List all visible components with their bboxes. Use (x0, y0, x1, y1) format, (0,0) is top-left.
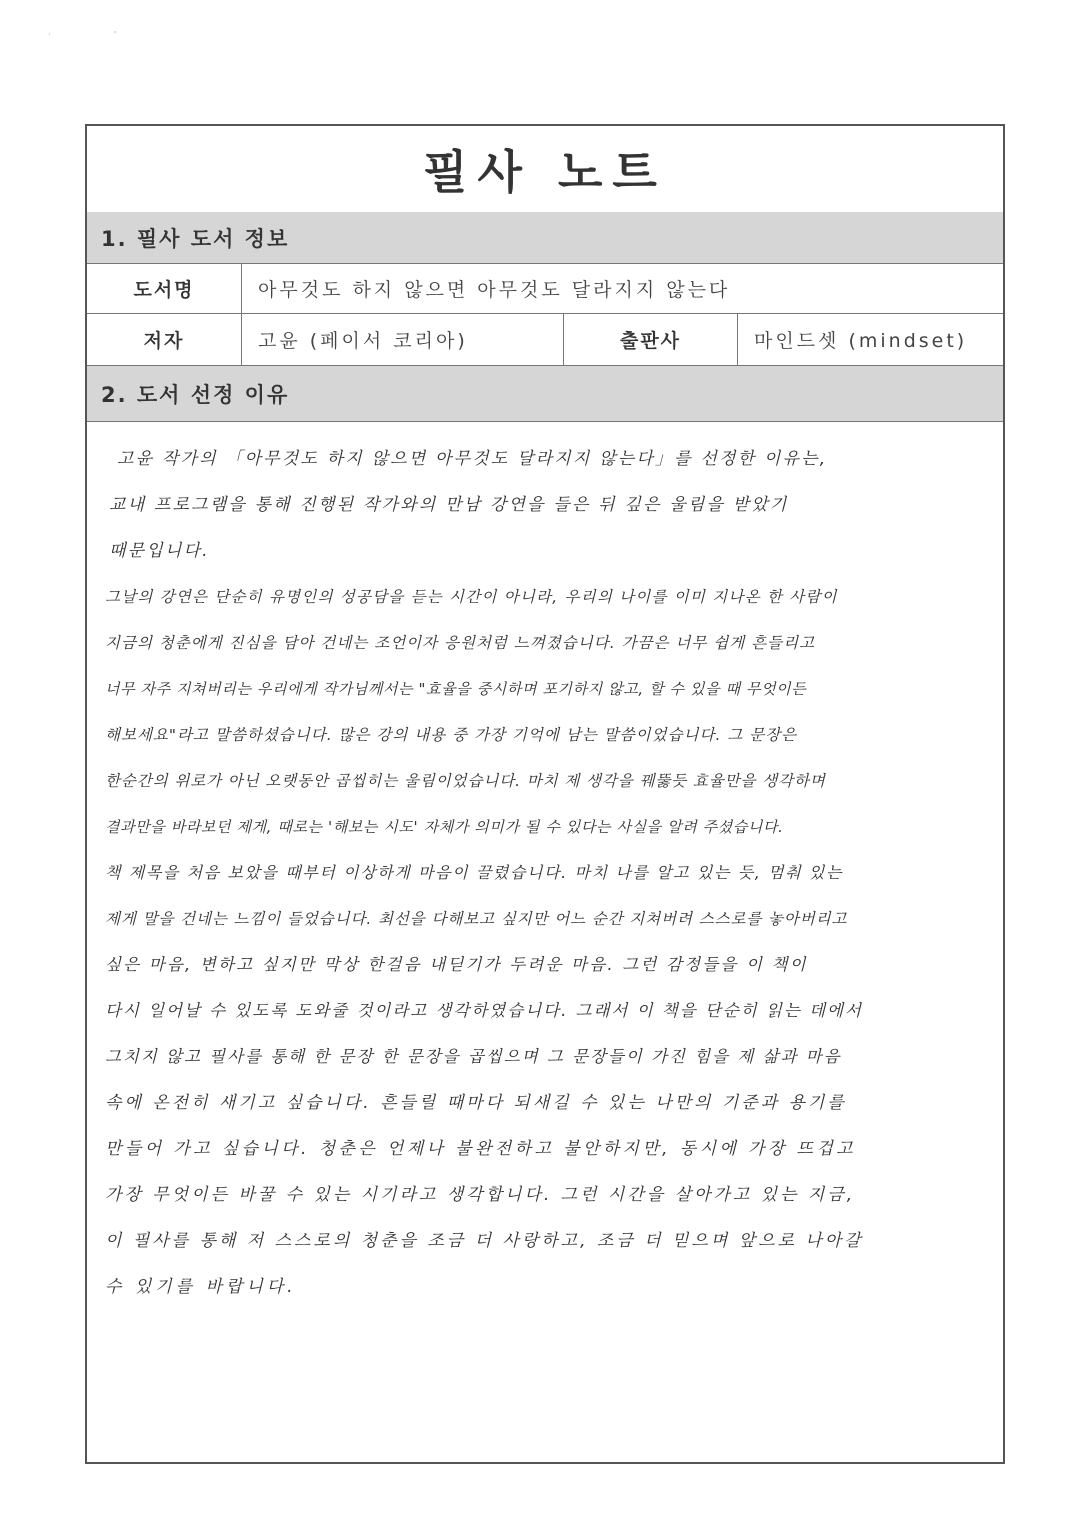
handwritten-body (105, 436, 995, 1310)
title-row (87, 126, 1003, 213)
book-title-row (87, 264, 1003, 314)
book-title-value: 아무것도 하지 않으면 아무것도 달라지지 않는다 (258, 279, 731, 301)
author-label: 저자 (87, 314, 242, 365)
handwritten-line: 고윤 작가의 「아무것도 하지 않으면 아무것도 달라지지 않는다」를 선정한 이유는, (117, 449, 828, 469)
handwritten-line: 한순간의 위로가 아닌 오랫동안 곱씹히는 울림이었습니다. 마치 제 생각을 꿰뚫듯 효율만을 생각하며 (105, 772, 826, 790)
handwritten-line: 너무 자주 지쳐버리는 우리에게 작가님께서는 "효율을 중시하며 포기하지 않고, 할 수 있을 때 무엇이든 (105, 680, 807, 698)
publisher-value: 마인드셋 (mindset) (754, 330, 968, 352)
publisher-label: 출판사 (564, 314, 738, 365)
handwritten-line: 지금의 청춘에게 진심을 담아 건네는 조언이자 응원처럼 느껴졌습니다. 가끔은 너무 쉽게 흔들리고 (105, 634, 816, 652)
handwritten-line: 해보세요"라고 말씀하셨습니다. 많은 강의 내용 중 가장 기억에 남는 말씀이었습니다. 그 문장은 (105, 726, 798, 744)
handwritten-line: 이 필사를 통해 저 스스로의 청춘을 조금 더 사랑하고, 조금 더 믿으며 앞으로 나아갈 (105, 1231, 864, 1251)
handwritten-line: 수 있기를 바랍니다. (105, 1277, 297, 1297)
section-heading: 1. 필사 도서 정보 (101, 226, 290, 251)
section-book-info-header (87, 212, 1003, 264)
section-heading: 2. 도서 선정 이유 (101, 382, 290, 407)
handwritten-line: 가장 무엇이든 바꿀 수 있는 시기라고 생각합니다. 그런 시간을 살아가고 있는 지금, (105, 1185, 856, 1205)
handwritten-line: 싶은 마음, 변하고 싶지만 막상 한걸음 내딛기가 두려운 마음. 그런 감정들을 이 책이 (105, 955, 808, 974)
page-title: 필사 노트 (423, 145, 667, 199)
handwritten-line: 책 제목을 처음 보았을 때부터 이상하게 마음이 끌렸습니다. 마치 나를 알고 있는 듯, 멈춰 있는 (105, 863, 844, 882)
handwritten-line: 제게 말을 건네는 느낌이 들었습니다. 최선을 다해보고 싶지만 어느 순간 지쳐버려 스스로를 놓아버리고 (105, 910, 848, 928)
handwritten-line: 그치지 않고 필사를 통해 한 문장 한 문장을 곱씹으며 그 문장들이 가진 힘을 제 삶과 마음 (105, 1047, 842, 1066)
handwritten-line: 그날의 강연은 단순히 유명인의 성공담을 듣는 시간이 아니라, 우리의 나이를 이미 지나온 한 사람이 (105, 588, 838, 606)
handwritten-line: 만들어 가고 싶습니다. 청춘은 언제나 불완전하고 불안하지만, 동시에 가장 뜨겁고 (105, 1139, 856, 1159)
author-publisher-row (87, 314, 1003, 366)
handwritten-line: 결과만을 바라보던 제게, 때로는 '해보는 시도' 자체가 의미가 될 수 있다는 사실을 알려 주셨습니다. (105, 818, 784, 836)
handwritten-line: 속에 온전히 새기고 싶습니다. 흔들릴 때마다 되새길 수 있는 나만의 기준과 용기를 (105, 1093, 847, 1113)
handwritten-line: 교내 프로그램을 통해 진행된 작가와의 만남 강연을 들은 뒤 깊은 울림을 받았기 (109, 495, 789, 515)
handwritten-line: 다시 일어날 수 있도록 도와줄 것이라고 생각하였습니다. 그래서 이 책을 단순히 읽는 데에서 (105, 1001, 863, 1020)
scan-speck: ' (114, 30, 117, 39)
scan-speck: · (48, 30, 51, 39)
handwritten-line: 때문입니다. (109, 541, 210, 561)
note-sheet (85, 124, 1005, 1464)
book-title-label: 도서명 (87, 264, 242, 313)
author-value: 고윤 (페이서 코리아) (242, 314, 564, 365)
section-selection-reason-header (87, 366, 1003, 422)
